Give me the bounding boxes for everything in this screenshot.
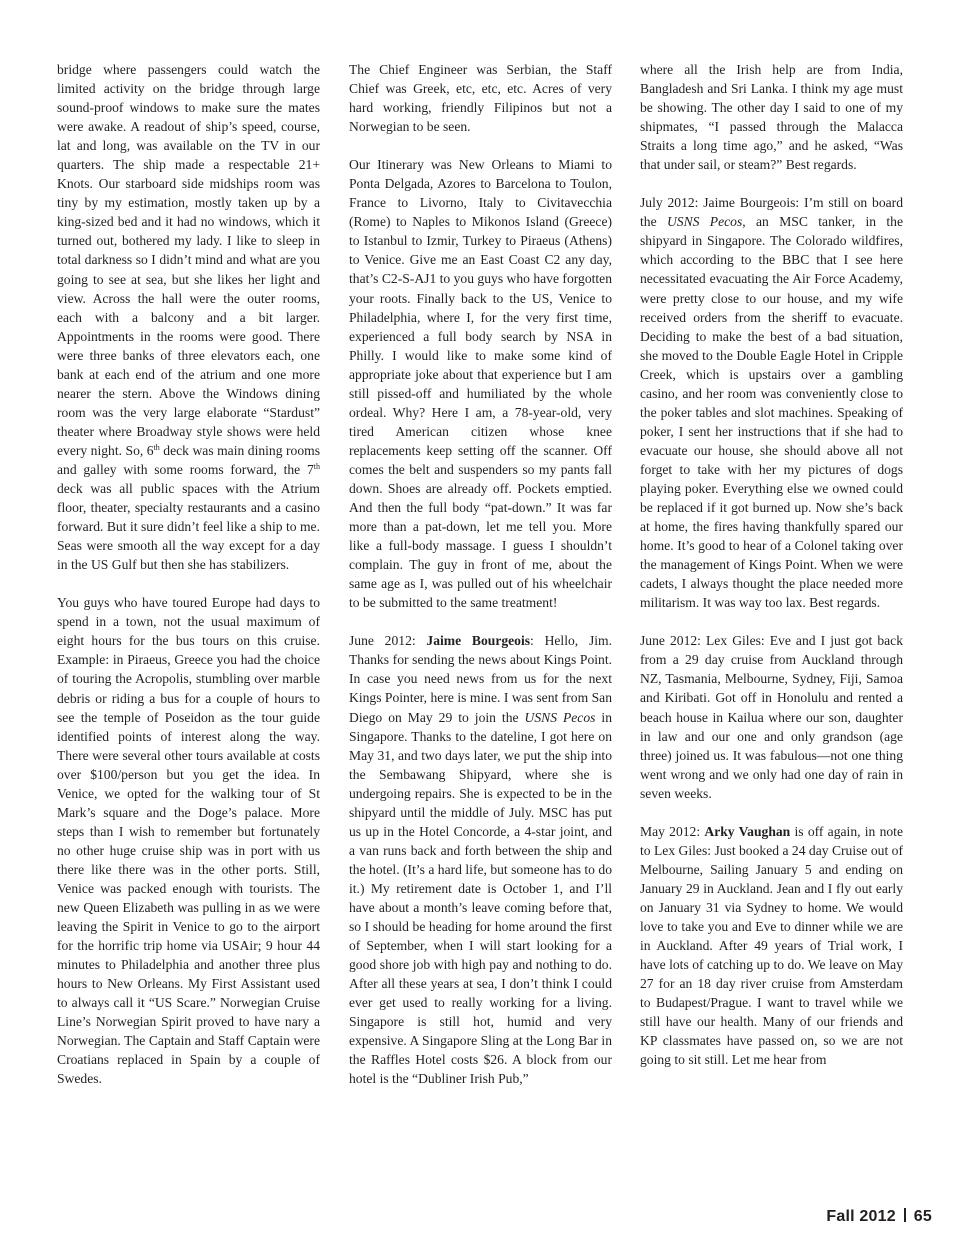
text-column-1 — [57, 60, 320, 1088]
paragraph-irish-pub: where all the Irish help are from India, Bangladesh and Sri Lanka. I think my age must be showing. The other day I said to one of my shipmates, “I passed through the Malacca Straits a long time ago,” and he asked, “Was that under sail, or steam?” Best regards. — [640, 62, 903, 173]
ordinal-suffix: th — [153, 442, 160, 452]
text-column-2 — [349, 60, 612, 1088]
paragraph-june-bourgeois: June 2012: Jaime Bourgeois: Hello, Jim. Thanks for sending the news about Kings Point. In case you need news from us for the next Kings Pointer, here is mine. I was sent from San Diego on May 29 to join the USNS Pecos in Singapore. Thanks to the dateline, I got here on May 31, and two days later, we put the ship into the Sembawang Shipyard, where she is undergoing repairs. She is expected to be in the shipyard until the middle of July. MSC has put us up in the Hotel Concorde, a 4-star joint, and a van runs back and forth between the ship and the hotel. (It’s a hard life, but someone has to do it.) My retirement date is October 1, and I’ll have about a month’s leave coming before that, so I should be heading for home around the first of September, when I will start looking for a good shore job with high pay and nothing to do. After all these years at sea, I don’t think I could ever get used to really working for a living. Singapore is still hot, humid and very expensive. A Singapore Sling at the Long Bar in the Raffles Hotel costs $26. A block from our hotel is the “Dubliner Irish Pub,” — [349, 633, 612, 1087]
paragraph-ship-layout: bridge where passengers could watch the limited activity on the bridge through large sound-proof windows to make sure the mates were awake. A readout of ship’s speed, course, lat and long, was available on the TV in our quarters. The ship made a respectable 21+ Knots. Our starboard side midships room was tiny by my estimation, mostly taken up by a king-sized bed and it had no windows, which it turned out, bothered my lady. I like to sleep in total darkness so I didn’t mind and what are you going to see at sea, but she likes her light and view. Across the hall were the outer rooms, each with a balcony and a bit larger. Appointments in the rooms were good. There were three banks of three elevators each, one bank at each end of the atrium and one more nearer the stern. Above the Windows dining room was the very large elaborate “Stardust” theater where Broadway style shows were held every night. So, 6th deck was main dining rooms and galley with some rooms forward, the 7th deck was all public spaces with the Atrium floor, theater, specialty restaurants and a casino forward. But it sure didn’t feel like a ship to me. Seas were smooth all the way except for a day in the US Gulf but then she has stabilizers. — [57, 62, 321, 573]
paragraph-crew: The Chief Engineer was Serbian, the Staff Chief was Greek, etc, etc, etc. Acres of very hard working, friendly Filipinos but not a Norwegian to be seen. — [349, 62, 612, 135]
footer-divider — [904, 1208, 906, 1222]
paragraph-july-bourgeois: July 2012: Jaime Bourgeois: I’m still on board the USNS Pecos, an MSC tanker, in the shipyard in Singapore. The Colorado wildfires, which according to the BBC that I see here necessitated evacuating the Air Force Academy, were pretty close to our house, and my wife received orders from the sheriff to evacuate. Deciding to make the best of a bad situation, she moved to the Double Eagle Hotel in Cripple Creek, which is upstairs over a gambling casino, and her room was conveniently close to the poker tables and slot machines. Speaking of poker, I sent her instructions that if she had to evacuate our house, she should above all not forget to take with her my pictures of dogs playing poker. Everything else we owned could be replaced if it got burned up. Now she’s back at home, the fires having thankfully spared our home. It’s good to hear of a Colonel taking over the management of Kings Point. When we were cadets, I always thought the place needed more militarism. It was way too lax. Best regards. — [640, 195, 903, 611]
paragraph-itinerary: Our Itinerary was New Orleans to Miami to Ponta Delgada, Azores to Barcelona to Toulon, France to Livorno, Italy to Civitavecchia (Rome) to Naples to Mikonos Island (Greece) to Istanbul to Izmir, Turkey to Piraeus (Athens) to Venice. Give me an East Coast C2 any day, that’s C2-S-AJ1 to you guys who have forgotten your roots. Finally back to the US, Venice to Philadelphia, where I, for the very first time, experienced a full body search by NSA in Philly. I would like to make some kind of appropriate joke about that experience but I am still pissed-off and humiliated by the whole ordeal. Why? Here I am, a 78-year-old, very tired American citizen whose knee replacements keep setting off the scanner. Off comes the belt and suspenders so my pants fall down. Shoes are already off. Pockets emptied. And then the full body “pat-down.” It was far more than a pat-down, let me tell you. More like a full-body massage. I guess I shouldn’t complain. The guy in front of me, about the same age as I, was pulled out of his wheelchair to be submitted to the same treatment! — [349, 157, 612, 611]
paragraph-arky-vaughan: May 2012: Arky Vaughan is off again, in note to Lex Giles: Just booked a 24 day Cruise out of Melbourne, Sailing January 5 and ending on January 29 in Auckland. Jean and I fly out early on January 31 via Sydney to home. We would love to take you and Eve to dinner while we are in Auckland. After 49 years of Trial work, I have lots of catching up to do. We leave on May 27 for an 18 day river cruise from Amsterdam to Budapest/Prague. I want to travel while we still have our health. Many of our friends and KP classmates have passed on, so we are not going to sit still. Let me hear from — [640, 823, 903, 1068]
paragraph-lex-giles: June 2012: Lex Giles: Eve and I just got back from a 29 day cruise from Auckland through NZ, Tasmania, Melbourne, Sydney, Fiji, Samoa and Kiribati. Got off in Honolulu and rented a beach house in Kailua where our son, daughter in law and our one and only grandson (age three) joined us. It was fabulous—not one thing went wrong and we only had one day of rain in seven weeks. — [640, 633, 903, 801]
page-number: 65 — [913, 1208, 932, 1225]
ship-name: USNS Pecos — [666, 214, 743, 230]
ship-name: USNS Pecos — [524, 709, 596, 725]
classmate-name: Jaime Bourgeois — [426, 633, 531, 649]
text-column-3 — [640, 60, 903, 1069]
classmate-name: Arky Vaughan — [704, 823, 791, 839]
page-footer — [826, 1208, 932, 1226]
issue-label: Fall 2012 — [826, 1208, 896, 1225]
ordinal-suffix: th — [313, 461, 320, 471]
paragraph-europe-tours: You guys who have toured Europe had days to spend in a town, not the usual maximum of eight hours for the bus tours on this cruise. Example: in Piraeus, Greece you had the choice of touring the Acropolis, stumbling over marble debris or riding a bus for a couple of hours to see the temple of Poseidon as the tour guide identified points of interest along the way. There were several other tours available at costs over $100/person but you get the idea. In Venice, we opted for the walking tour of St Mark’s square and the Doge’s palace. More steps than I wish to remember but fortunately no other huge cruise ship was in port with us there like there was in the other ports. Still, Venice was packed enough with tourists. The new Queen Elizabeth was pulling in as we were leaving the Spirit in Venice to go to the airport for the horrific trip home via USAir; 9 hour 44 minutes to Philadelphia and another three plus hours to New Orleans. My First Assistant used to always call it “US Scare.” Norwegian Cruise Line’s Norwegian Spirit proved to have nary a Norwegian. The Captain and Staff Captain were Croatians replaced in Spain by a couple of Swedes. — [57, 595, 320, 1087]
